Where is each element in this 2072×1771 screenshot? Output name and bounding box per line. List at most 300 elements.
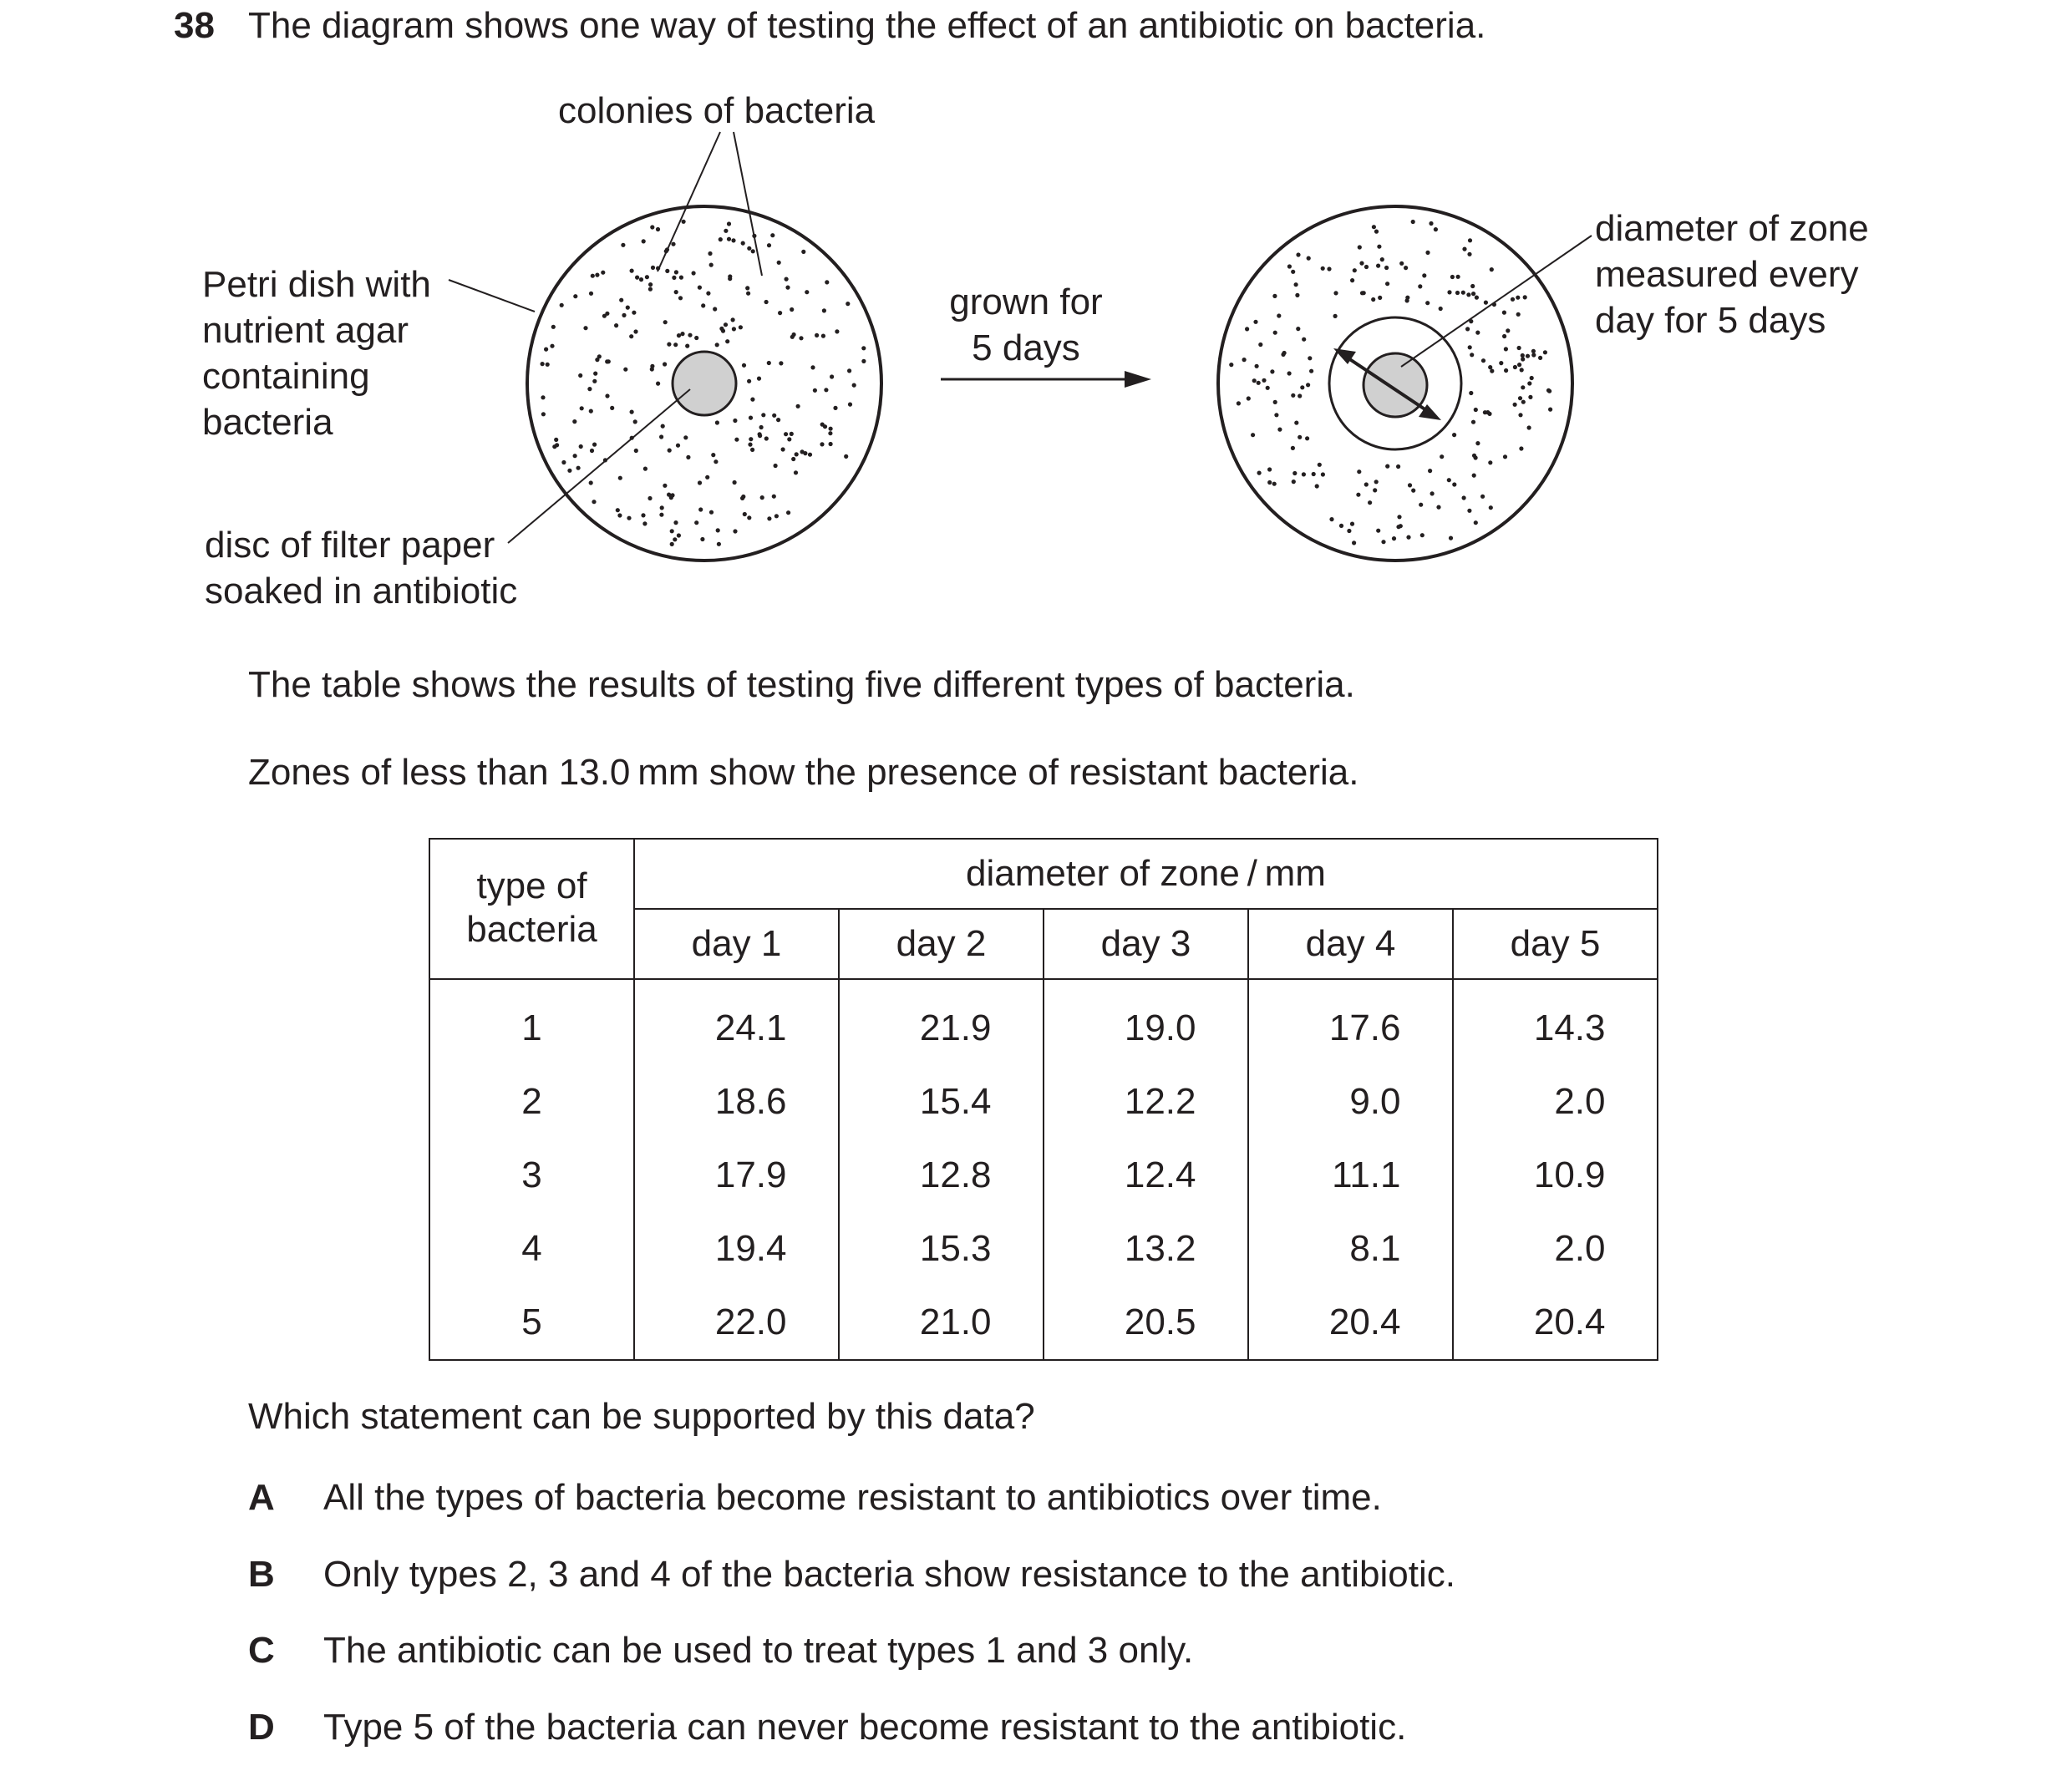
colony-dot — [1277, 313, 1281, 317]
colony-dot — [1294, 282, 1298, 287]
value-text: 24.1 — [714, 1007, 787, 1048]
colony-dot — [1450, 275, 1455, 279]
colony-dot — [790, 432, 794, 436]
value-cell — [1453, 1139, 1658, 1212]
colony-dot — [808, 453, 812, 457]
colony-dot — [772, 495, 776, 499]
colony-dot — [1384, 266, 1389, 270]
colony-dot — [685, 344, 689, 348]
colony-dot — [1266, 386, 1270, 390]
option-b-letter: B — [248, 1554, 275, 1595]
colony-dot — [1488, 365, 1492, 369]
colony-dot — [595, 273, 599, 277]
value-cell — [839, 1139, 1044, 1212]
colony-dot — [709, 510, 714, 515]
value-cell — [634, 1212, 839, 1286]
colony-dot — [1481, 358, 1485, 363]
colony-dot — [830, 374, 834, 378]
colony-dot — [673, 520, 678, 525]
colony-dot — [1406, 535, 1410, 540]
question-prompt: Which statement can be supported by this data? — [248, 1396, 1035, 1437]
colony-dot — [550, 344, 554, 348]
grown-arrowhead — [1125, 371, 1151, 388]
colony-dot — [1467, 252, 1471, 256]
value-text: 21.9 — [919, 1007, 992, 1048]
value-text: 15.3 — [919, 1228, 992, 1269]
colony-dot — [1546, 388, 1551, 393]
colony-dot — [803, 451, 807, 455]
colony-dot — [692, 271, 696, 275]
colony-dot — [815, 333, 819, 337]
colony-dot — [592, 500, 596, 504]
colony-dot — [686, 455, 690, 459]
colony-dot — [747, 379, 751, 383]
colony-dot — [589, 292, 593, 296]
colony-dot — [1385, 282, 1389, 286]
colony-dot — [1461, 291, 1465, 295]
colony-dot — [1467, 509, 1471, 513]
table-row — [429, 1212, 1658, 1286]
colony-dot — [776, 418, 780, 422]
colony-dot — [1381, 540, 1385, 544]
colony-dot — [619, 298, 623, 302]
value-cell — [1248, 1139, 1453, 1212]
colony-dot — [733, 529, 737, 533]
colony-dot — [589, 480, 593, 485]
colony-dot — [742, 363, 746, 368]
colony-dot — [799, 336, 803, 340]
colony-dot — [667, 343, 671, 347]
label-diameter — [1595, 206, 1869, 343]
colony-dot — [785, 277, 789, 282]
colony-dot — [682, 220, 686, 224]
colony-dot — [642, 239, 646, 243]
intro-line1: The table shows the results of testing five different types of bacteria. — [248, 664, 1355, 705]
colony-dot — [790, 307, 794, 312]
colony-dot — [541, 412, 546, 416]
value-text: 13.2 — [1124, 1228, 1196, 1269]
type-header-line1: type of — [476, 865, 587, 906]
colony-dot — [1499, 361, 1503, 365]
colony-dot — [1434, 227, 1438, 231]
colony-dot — [734, 438, 739, 442]
value-text: 21.0 — [919, 1302, 992, 1342]
colony-dot — [764, 436, 769, 440]
colony-dot — [678, 296, 683, 300]
colony-dot — [1404, 266, 1408, 270]
colony-dot — [656, 382, 660, 386]
colony-dot — [642, 521, 647, 525]
colony-dot — [641, 513, 645, 517]
colony-dot — [749, 437, 753, 441]
colony-dot — [1485, 410, 1490, 414]
colony-dot — [1520, 368, 1524, 372]
colony-dot — [781, 447, 785, 451]
colony-dot — [1257, 381, 1261, 385]
colony-dot — [1475, 441, 1480, 445]
colony-dot — [748, 443, 752, 447]
colony-dot — [1267, 480, 1272, 485]
colony-dot — [764, 300, 769, 304]
value-text: 19.4 — [714, 1228, 787, 1269]
colony-dot — [605, 312, 609, 316]
colony-dot — [1518, 413, 1522, 417]
colony-dot — [705, 475, 709, 480]
colony-dot — [1506, 328, 1510, 332]
colony-dot — [796, 404, 800, 408]
colony-dot — [1411, 489, 1415, 493]
colony-dot — [671, 242, 675, 246]
colony-dot — [1300, 385, 1304, 389]
colony-dot — [626, 306, 630, 310]
colony-dot — [846, 302, 850, 306]
colony-dot — [1465, 327, 1470, 331]
colony-dot — [572, 419, 576, 424]
colony-dot — [739, 325, 743, 329]
colony-dot — [674, 270, 678, 274]
day-header: day 3 — [1044, 909, 1248, 979]
colony-dot — [1292, 480, 1296, 484]
label-diameter-line3: day for 5 days — [1595, 300, 1826, 341]
value-cell — [1248, 979, 1453, 1065]
colony-dot — [1356, 493, 1360, 497]
colony-dot — [1519, 446, 1523, 450]
colony-dot — [578, 373, 582, 378]
option-c-letter: C — [248, 1630, 275, 1671]
colony-dot — [750, 448, 754, 452]
colony-dot — [605, 359, 609, 363]
type-cell: 3 — [429, 1139, 634, 1212]
colony-dot — [747, 515, 751, 520]
colony-dot — [618, 476, 622, 480]
colony-dot — [1253, 320, 1257, 324]
value-text: 15.4 — [919, 1081, 992, 1122]
colony-dot — [560, 303, 564, 307]
colony-dot — [1490, 369, 1494, 373]
colony-dot — [1307, 256, 1311, 261]
colony-dot — [648, 287, 653, 292]
colony-dot — [829, 442, 833, 446]
value-text: 11.1 — [1332, 1154, 1401, 1195]
colony-dot — [617, 513, 622, 517]
colony-dot — [1521, 385, 1525, 389]
colony-dot — [732, 327, 736, 331]
colony-dot — [1468, 238, 1472, 242]
colony-dot — [1371, 297, 1375, 302]
label-petri-line4: bacteria — [202, 402, 333, 443]
colony-dot — [583, 326, 587, 330]
colony-dot — [1242, 358, 1247, 362]
colony-dot — [1364, 265, 1369, 269]
colony-dot — [749, 416, 753, 420]
colony-dot — [1474, 408, 1478, 412]
colony-dot — [587, 387, 592, 391]
colony-dot — [1452, 433, 1456, 437]
colony-dot — [1518, 396, 1522, 400]
colony-dot — [1321, 472, 1325, 476]
colony-dot — [554, 438, 558, 442]
colony-dot — [1298, 393, 1302, 398]
colony-dot — [805, 290, 809, 294]
colony-dot — [1530, 376, 1534, 380]
colony-dot — [677, 533, 681, 537]
value-cell — [1044, 1139, 1248, 1212]
colony-dot — [1247, 396, 1251, 400]
colony-dot — [1455, 291, 1460, 295]
label-disc-line1: disc of filter paper — [205, 525, 495, 566]
colony-dot — [747, 246, 751, 251]
colony-dot — [801, 250, 805, 254]
colony-dot — [714, 459, 718, 464]
colony-dot — [674, 290, 678, 294]
colony-dot — [794, 470, 798, 474]
colony-dot — [1329, 517, 1333, 521]
colony-dot — [1468, 345, 1472, 349]
colony-dot — [774, 464, 778, 468]
colony-dot — [648, 496, 652, 500]
value-text: 20.5 — [1124, 1302, 1196, 1342]
colony-dot — [777, 261, 781, 265]
colony-dot — [541, 362, 545, 366]
day-header: day 4 — [1248, 909, 1453, 979]
colony-dot — [1447, 478, 1451, 482]
label-grown-line1: grown for — [949, 282, 1103, 322]
value-text: 2.0 — [1554, 1081, 1606, 1122]
colony-dot — [661, 424, 665, 429]
colony-dot — [1360, 291, 1364, 295]
table-row — [429, 1286, 1658, 1360]
colony-dot — [728, 277, 732, 281]
colony-dot — [1408, 483, 1412, 487]
table-row — [429, 979, 1658, 1065]
colony-dot — [813, 388, 817, 393]
value-text: 17.6 — [1328, 1007, 1401, 1048]
colony-dot — [601, 271, 605, 275]
value-cell — [1453, 1286, 1658, 1360]
colony-dot — [1305, 436, 1309, 440]
colony-dot — [1489, 505, 1493, 510]
colony-dot — [1257, 471, 1262, 475]
colony-dot — [1517, 346, 1521, 350]
colony-dot — [848, 403, 852, 407]
colony-dot — [1376, 264, 1380, 268]
colony-dot — [1229, 363, 1233, 367]
colony-dot — [1475, 296, 1479, 300]
colony-dot — [701, 303, 705, 307]
colony-dot — [767, 243, 771, 247]
colony-dot — [1374, 480, 1379, 484]
colony-dot — [651, 266, 655, 270]
colony-dot — [824, 388, 828, 392]
value-cell — [1044, 979, 1248, 1065]
colony-dot — [663, 362, 667, 366]
colony-dot — [1439, 307, 1443, 311]
option-c-text: The antibiotic can be used to treat types 1 and 3 only. — [323, 1630, 1194, 1671]
day-header: day 1 — [634, 909, 839, 979]
colony-dot — [1292, 471, 1297, 475]
colony-dot — [833, 406, 837, 410]
colony-dot — [825, 280, 829, 284]
colony-dot — [719, 327, 724, 331]
colony-dot — [1291, 270, 1295, 274]
colony-dot — [1516, 296, 1520, 300]
value-cell — [839, 1065, 1044, 1139]
colony-dot — [1373, 488, 1377, 492]
colony-dot — [1287, 264, 1292, 268]
value-cell — [839, 1286, 1044, 1360]
colony-dot — [1420, 533, 1424, 537]
colony-dot — [767, 516, 771, 520]
colony-dot — [761, 413, 765, 417]
colony-dot — [1513, 403, 1517, 407]
colony-dot — [1527, 425, 1531, 429]
label-disc-line2: soaked in antibiotic — [205, 571, 518, 611]
colony-dot — [1274, 413, 1278, 417]
colony-dot — [630, 269, 634, 273]
colony-dot — [635, 276, 639, 280]
colony-dot — [724, 322, 728, 327]
value-text: 2.0 — [1554, 1228, 1606, 1269]
colony-dot — [1272, 294, 1277, 298]
colony-dot — [1372, 225, 1376, 229]
colony-dot — [743, 512, 747, 516]
day-header: day 5 — [1453, 909, 1658, 979]
value-cell — [839, 1212, 1044, 1286]
colony-dot — [786, 510, 790, 515]
colony-dot — [711, 453, 715, 457]
colony-dot — [541, 395, 545, 399]
option-a-letter: A — [248, 1477, 275, 1518]
colony-dot — [1359, 261, 1364, 266]
colony-dot — [1295, 293, 1299, 297]
colony-dot — [1422, 273, 1426, 277]
colony-dot — [645, 275, 649, 279]
colony-dot — [790, 335, 795, 339]
colony-dot — [595, 358, 599, 362]
colony-dot — [1466, 292, 1470, 297]
colony-dot — [663, 484, 667, 488]
colony-dot — [1245, 327, 1249, 331]
colony-dot — [1347, 529, 1351, 533]
colony-dot — [680, 332, 684, 336]
colony-dot — [1302, 472, 1306, 476]
colony-dot — [1258, 343, 1262, 347]
colony-dot — [1447, 290, 1451, 294]
value-text: 14.3 — [1533, 1007, 1606, 1048]
option-d-text: Type 5 of the bacteria can never become resistant to the antibiotic. — [323, 1707, 1407, 1748]
colony-dot — [727, 221, 731, 226]
colony-dot — [610, 406, 614, 410]
colony-dot — [1543, 350, 1547, 354]
value-text: 12.8 — [919, 1154, 992, 1195]
colony-dot — [751, 249, 755, 253]
value-text: 9.0 — [1349, 1081, 1401, 1122]
value-cell — [1248, 1286, 1453, 1360]
colony-dot — [1462, 247, 1466, 251]
colony-dot — [779, 361, 783, 365]
colony-dot — [1528, 395, 1532, 399]
option-a-text: All the types of bacteria become resistant to antibiotics over time. — [323, 1477, 1382, 1518]
colony-dot — [706, 292, 710, 296]
label-diameter-line1: diameter of zone — [1595, 208, 1869, 249]
colony-dot — [1521, 400, 1526, 404]
type-cell: 1 — [429, 979, 634, 1065]
colony-dot — [1471, 292, 1475, 296]
colony-dot — [668, 449, 672, 453]
option-b-text: Only types 2, 3 and 4 of the bacteria show resistance to the antibiotic. — [323, 1554, 1455, 1595]
value-cell — [839, 979, 1044, 1065]
colony-dot — [573, 294, 577, 298]
colony-dot — [629, 334, 633, 338]
value-cell — [634, 1139, 839, 1212]
colony-dot — [605, 393, 609, 398]
colony-dot — [622, 313, 626, 317]
table-row — [429, 1065, 1658, 1139]
colony-dot — [1531, 349, 1536, 353]
colony-dot — [1521, 353, 1525, 358]
colony-dot — [1488, 460, 1492, 464]
colony-dot — [1273, 400, 1277, 404]
type-header — [429, 839, 634, 979]
colony-dot — [759, 425, 764, 429]
colony-dot — [1429, 221, 1433, 226]
colony-dot — [1376, 529, 1380, 533]
type-cell: 2 — [429, 1065, 634, 1139]
colony-dot — [1419, 503, 1423, 507]
colony-dot — [1333, 314, 1338, 318]
colony-dot — [1523, 295, 1527, 299]
value-cell — [1044, 1286, 1248, 1360]
colony-dot — [544, 348, 548, 352]
question-number: 38 — [174, 5, 215, 46]
colony-dot — [861, 359, 866, 363]
colony-dot — [621, 243, 625, 247]
colony-dot — [810, 365, 815, 369]
colony-dot — [716, 528, 720, 532]
colony-dot — [1452, 482, 1456, 486]
colony-dot — [791, 457, 795, 461]
colony-dot — [591, 274, 595, 278]
colony-dot — [1251, 433, 1255, 437]
colony-dot — [778, 311, 782, 315]
colony-dot — [1358, 245, 1362, 249]
colony-dot — [713, 307, 717, 311]
type-cell: 5 — [429, 1286, 634, 1360]
label-colonies: colonies of bacteria — [558, 90, 876, 131]
colony-dot — [1368, 500, 1372, 505]
colony-dot — [1474, 520, 1478, 525]
colony-dot — [632, 311, 636, 315]
colony-dot — [614, 323, 618, 327]
colony-dot — [852, 383, 856, 388]
colony-dot — [733, 419, 737, 423]
colony-dot — [673, 343, 678, 347]
colony-dot — [1517, 363, 1521, 367]
value-cell — [1248, 1212, 1453, 1286]
colony-dot — [663, 320, 668, 324]
colony-dot — [1352, 540, 1356, 545]
colony-dot — [1321, 266, 1325, 271]
value-cell — [634, 1065, 839, 1139]
colony-dot — [659, 513, 663, 517]
colony-dot — [787, 437, 791, 441]
colony-dot — [1396, 525, 1400, 529]
colony-dot — [593, 372, 597, 376]
colony-dot — [1503, 454, 1507, 459]
colony-dot — [1425, 251, 1430, 255]
colony-dot — [1291, 393, 1295, 398]
colony-dot — [633, 329, 637, 333]
